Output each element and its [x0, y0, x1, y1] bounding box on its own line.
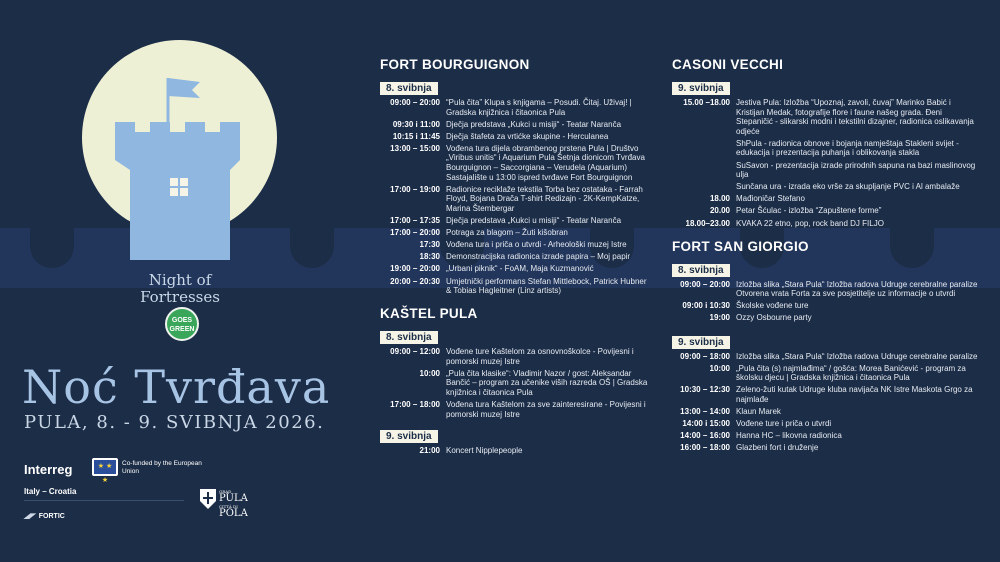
- event-row: [380, 185, 652, 214]
- date-badge: 9. svibnja: [672, 82, 730, 95]
- event-description: Demonstracijska radionica izrade papira – Moj papir: [446, 252, 631, 262]
- event-time: 16:00 – 18:00: [680, 443, 730, 453]
- event-description: Vođena tura Kaštelom za sve zainteresirane - Povijesni i pomorski muzej Istre: [446, 400, 646, 419]
- event-list-fort-bourguignon: [380, 98, 652, 296]
- event-description: Dječja predstava „Kukci u misiji“ - Teatar Naranča: [446, 119, 622, 129]
- event-row: [672, 407, 980, 417]
- event-row: [672, 313, 980, 323]
- event-time: 13:00 – 15:00: [390, 143, 440, 153]
- event-time: 09:00 – 18:00: [680, 351, 730, 361]
- event-title: Noć Tvrđava: [22, 360, 331, 414]
- event-row: [380, 144, 652, 182]
- event-description: SuSavon - prezentacija izrade prirodnih sapuna na bazi maslinovog ulja: [736, 160, 976, 180]
- event-time: 09:00 – 20:00: [680, 279, 730, 289]
- event-row: [380, 240, 652, 250]
- venue-title-fort-san-giorgio: FORT SAN GIORGIO: [672, 238, 809, 254]
- event-time: 09:30 i 11:00: [392, 119, 440, 129]
- event-row: [672, 364, 980, 383]
- event-row: [380, 98, 652, 117]
- event-row: [672, 280, 980, 299]
- event-time: 20:00 – 20:30: [390, 276, 440, 286]
- event-description: Klaun Marek: [736, 406, 781, 416]
- fortic-logo: ◢◤ FORTIC: [24, 513, 65, 520]
- event-time: 17:00 – 17:35: [390, 216, 440, 226]
- event-description: Vođena tura dijela obrambenog prstena Pula | Društvo „Viribus unitis“ i Aquarium Pula Šetnja dionicom Tvrđava Bourguignon – Saccorgiana – Verudela (Aquarium) Sastajalište u 13:00 ispred tvrđave Fort Bourguignon: [446, 143, 645, 182]
- event-description: Mađioničar Stefano: [736, 194, 805, 204]
- event-row: [380, 216, 652, 226]
- event-description: „Pula čita klasike“: Vladimir Nazor / gost: Aleksandar Bančić – program za učenike viših razreda OŠ | Gradska knjižnica i čitaonica Pula: [446, 368, 648, 398]
- event-description: Hanna HC – likovna radionica: [736, 431, 842, 441]
- tower-icon: [100, 60, 260, 260]
- event-time: 17:30: [419, 240, 440, 250]
- pula-shield-icon: [200, 489, 216, 509]
- event-description: Vođene ture i priča o utvrdi: [736, 419, 832, 429]
- event-description: Izložba slika „Stara Pula“ Izložba radova Udruge cerebralne paralize: [736, 351, 978, 361]
- event-time: [672, 139, 730, 158]
- event-row: [380, 228, 652, 238]
- event-time: 17:00 – 19:00: [390, 184, 440, 194]
- event-description: “Pula čita” Klupa s knjigama – Posudi. Čitaj. Uživaj! | Gradska knjižnica i čitaonica Pula: [446, 98, 632, 117]
- event-time: 18.00: [709, 194, 730, 204]
- event-time: [672, 182, 730, 192]
- event-list-kastel-day2: [380, 446, 652, 456]
- event-list-casoni-vecchi: [672, 98, 980, 228]
- event-row: [672, 161, 980, 180]
- event-time: [672, 161, 730, 180]
- event-description: ShPula - radionica obnove i bojanja namještaja Stakleni svijet - edukacija i prezentacija puhanja i oblikovanja stakla: [736, 138, 959, 158]
- event-time: 18.00–23.00: [685, 218, 730, 228]
- event-row: [672, 385, 980, 404]
- venue-title-fort-bourguignon: FORT BOURGUIGNON: [380, 57, 530, 72]
- event-row: [672, 206, 980, 216]
- event-description: Školske vođene ture: [736, 301, 809, 311]
- event-row: [380, 132, 652, 142]
- event-time: 09:00 i 10:30: [682, 301, 730, 311]
- event-description: Vođena tura i priča o utvrdi - Arheološki muzej Istre: [446, 240, 627, 250]
- event-description: Ozzy Osbourne party: [736, 313, 812, 323]
- event-description: Radionice reciklaže tekstila Torba bez ostataka - Farrah Floyd, Bojana Drača T-shirt Redizajn - 2K-KempKatze, Marina Štembergar: [446, 184, 643, 213]
- event-time: 10:00: [709, 363, 730, 373]
- event-description: Koncert Nipplepeople: [446, 445, 523, 455]
- event-time: 19:00 – 20:00: [390, 264, 440, 274]
- event-time: 20.00: [709, 206, 730, 216]
- date-badge: 9. svibnja: [380, 430, 438, 443]
- event-row: [672, 431, 980, 441]
- event-time: 21:00: [419, 445, 440, 455]
- venue-title-kastel-pula: KAŠTEL PULA: [380, 306, 478, 322]
- event-row: [380, 252, 652, 262]
- program-name: Italy – Croatia: [24, 487, 77, 496]
- event-description: „Urbani piknik“ - FoAM, Maja Kuzmanović: [446, 264, 594, 274]
- cofunded-text: Co-funded by the European Union: [122, 460, 202, 475]
- event-time: 15.00 –18.00: [683, 98, 730, 107]
- event-time: 09:00 – 12:00: [390, 347, 440, 357]
- event-description: Dječja štafeta za vrtićke skupine - Herculanea: [446, 131, 609, 141]
- venue-title-casoni-vecchi: CASONI VECCHI: [672, 57, 784, 72]
- event-time: 17:00 – 18:00: [390, 400, 440, 410]
- interreg-logo: Interreg: [24, 462, 73, 477]
- event-row: [672, 219, 980, 229]
- event-row: [380, 347, 652, 366]
- event-list-san-giorgio-day2: [672, 352, 980, 453]
- event-row: [672, 98, 980, 136]
- city-of-pula-logo: GRAD PULA CITTÀ DI POLA: [200, 487, 260, 523]
- event-row: [672, 301, 980, 311]
- event-description: Potraga za blagom – Žuti kišobran: [446, 228, 568, 238]
- event-description: Glazbeni fort i druženje: [736, 443, 819, 453]
- event-description: Izložba slika „Stara Pula“ Izložba radova Udruge cerebralne paralize Otvorena vrata Forta za sve posjetitelje uz informacije o utvrdi: [736, 279, 978, 299]
- event-description: Sunčana ura - izrada eko vrše za skupljanje PVC i Al ambalaže: [736, 182, 960, 192]
- event-time: 09:00 – 20:00: [390, 98, 440, 107]
- event-description: Umjetnički performans Stefan Mittlebock, Patrick Hubner & Tobias Hagleitner (Linz artists): [446, 276, 647, 296]
- event-description: Dječja predstava „Kukci u misiji“ - Teatar Naranča: [446, 216, 622, 226]
- event-time: 18:30: [419, 252, 440, 262]
- date-badge: 8. svibnja: [380, 331, 438, 344]
- event-description: Vođene ture Kaštelom za osnovnoškolce - Povijesni i pomorski muzej Istre: [446, 347, 634, 366]
- date-badge: 8. svibnja: [672, 264, 730, 277]
- event-row: [672, 194, 980, 204]
- event-description: Jestiva Pula: Izložba “Upoznaj, zavoli, čuvaj” Marinko Babić i Kristijan Medak, fotografije flore i faune našeg grada. Đeni Stepaničić - slikarski modni i tekstilni dizajner, radionica oslikavanja odjeće: [736, 98, 974, 136]
- event-description: Petar Šćulac - izložba “Zapuštene forme”: [736, 206, 882, 216]
- event-time: 19:00: [709, 313, 730, 323]
- event-time: 10:30 – 12:30: [680, 385, 730, 395]
- goes-green-badge: GOES GREEN: [165, 307, 199, 341]
- divider: [24, 500, 184, 501]
- program-column-right: [672, 57, 980, 455]
- event-description: KVAKA 22 etno, pop, rock band DJ FILJO: [736, 218, 884, 228]
- event-row: [672, 419, 980, 429]
- event-time: 10:00: [419, 368, 440, 378]
- event-subtitle: PULA, 8. - 9. SVIBNJA 2026.: [24, 412, 325, 433]
- event-row: [672, 139, 980, 158]
- program-column-left: [380, 57, 652, 458]
- event-description: „Pula čita (s) najmlađima“ / gošća: Morea Banićević - program za školsku djecu | Gradska knjižnica i čitaonica Pula: [736, 363, 966, 383]
- event-row: [672, 352, 980, 362]
- event-row: [672, 443, 980, 453]
- event-list-kastel-day1: [380, 347, 652, 419]
- event-row: [380, 400, 652, 419]
- event-time: 13:00 – 14:00: [680, 406, 730, 416]
- event-row: [380, 369, 652, 398]
- event-time: 14:00 i 15:00: [682, 419, 730, 429]
- night-of-fortresses-wordmark: Night of Fortresses: [140, 271, 220, 306]
- event-time: 17:00 – 20:00: [390, 228, 440, 238]
- event-description: Zeleno-žuti kutak Udruge kluba navijača NK Istre Maskota Grgo za najmlađe: [736, 385, 973, 404]
- event-row: [380, 446, 652, 456]
- event-row: [380, 120, 652, 130]
- event-list-san-giorgio-day1: [672, 280, 980, 323]
- event-time: 10:15 i 11:45: [392, 131, 440, 141]
- event-row: [380, 277, 652, 296]
- event-time: 14:00 – 16:00: [680, 431, 730, 441]
- eu-flag-icon: ★ ★ ★: [92, 458, 118, 476]
- event-row: [672, 182, 980, 192]
- date-badge: 9. svibnja: [672, 336, 730, 349]
- date-badge: 8. svibnja: [380, 82, 438, 95]
- event-row: [380, 264, 652, 274]
